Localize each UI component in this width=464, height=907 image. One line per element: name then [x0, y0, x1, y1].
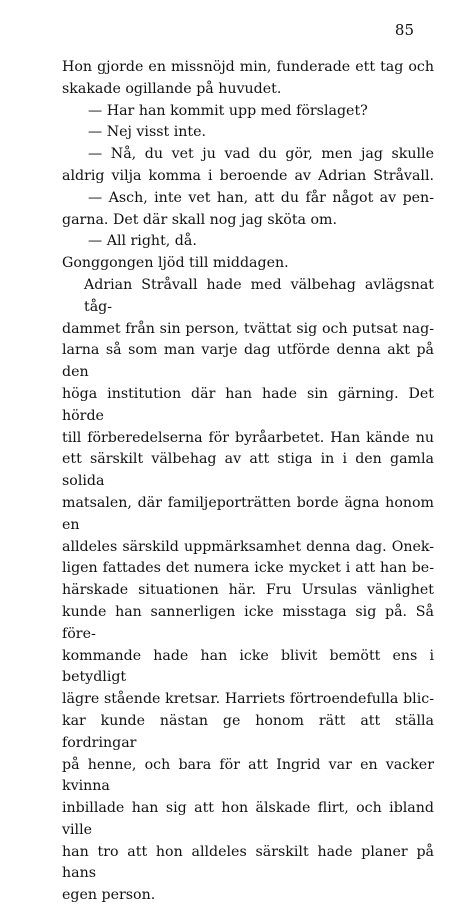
text-line: han tro att hon alldeles särskilt hade planer på hans	[62, 843, 434, 882]
paragraph-start-line: Adrian Stråvall hade med välbehag avlägsnat tåg-	[84, 276, 434, 315]
text-line: Hon gjorde en missnöjd min, funderade ett tag och	[62, 59, 434, 75]
text-line: garna. Det där skall nog jag sköta om.	[62, 211, 337, 228]
text-line: på henne, och bara för att Ingrid var en vacker kvinna	[62, 756, 434, 795]
text-line: alldeles särskild uppmärksamhet denna dag. Onek-	[62, 538, 434, 555]
text-line: ett särskilt välbehag av att stiga in i den gamla solida	[62, 451, 434, 490]
text-line: aldrig vilja komma i beroende av Adrian Stråvall.	[62, 167, 434, 184]
text-line: kommande hade han icke blivit bemött ens i betydligt	[62, 647, 434, 686]
dialogue-line: — Har han kommit upp med förslaget?	[88, 102, 368, 119]
text-line: larna så som man varje dag utförde denna akt på den	[62, 342, 434, 381]
body-text	[62, 57, 434, 907]
text-line: härskade situationen här. Fru Ursulas vänlighet	[62, 582, 434, 599]
text-line: höga institution där han hade sin gärning. Det hörde	[62, 385, 434, 424]
text-line: skakade ogillande på huvudet.	[62, 80, 282, 97]
page-number: 85	[394, 21, 414, 39]
text-line: matsalen, där familjeporträtten borde ägna honom en	[62, 494, 434, 533]
dialogue-line: — Asch, inte vet han, att du får något av pen-	[88, 189, 434, 206]
text-line: till förberedelserna för byråarbetet. Han kände nu	[62, 429, 434, 446]
dialogue-line: — Nej visst inte.	[88, 124, 207, 141]
text-line: lägre stående kretsar. Harriets förtroendefulla blic-	[62, 691, 434, 708]
text-line: inbillade han sig att hon älskade flirt, och ibland ville	[62, 800, 434, 838]
text-line: ligen fattades det numera icke mycket i att han be-	[62, 560, 434, 577]
text-line: egen person.	[62, 887, 156, 904]
dialogue-line: — Nå, du vet ju vad du gör, men jag skulle	[88, 146, 434, 163]
text-line: dammet från sin person, tvättat sig och putsat nag-	[62, 320, 434, 337]
text-line: Gonggongen ljöd till middagen.	[62, 255, 289, 272]
dialogue-line: — All right, då.	[88, 233, 197, 250]
text-line: kar kunde nästan ge honom rätt att ställa fordringar	[62, 712, 434, 751]
text-line: kunde han sannerligen icke misstaga sig på. Så före-	[62, 603, 434, 642]
